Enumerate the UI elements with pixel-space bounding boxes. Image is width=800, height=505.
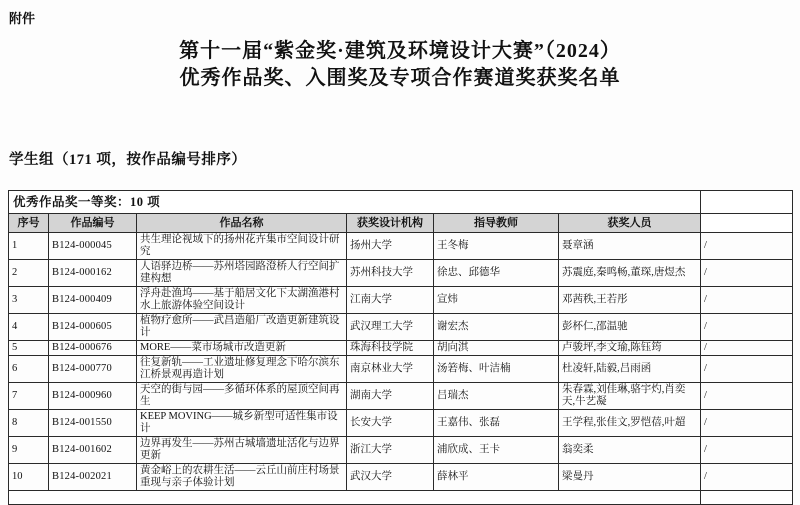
work-code: B124-000605: [49, 314, 137, 341]
institution: 湖南大学: [347, 383, 434, 410]
work-code: B124-000162: [49, 260, 137, 287]
work-code: B124-000409: [49, 287, 137, 314]
awardees: 翁奕柔: [559, 437, 701, 464]
end-mark: /: [701, 356, 793, 383]
work-title: KEEP MOVING——城乡新型可适性集市设计: [137, 410, 347, 437]
work-code: B124-000676: [49, 341, 137, 356]
column-header-2: 作品名称: [137, 214, 347, 233]
end-mark: /: [701, 464, 793, 491]
end-mark: /: [701, 383, 793, 410]
institution: 江南大学: [347, 287, 434, 314]
work-title: 共生理论视域下的扬州花卉集市空间设计研究: [137, 233, 347, 260]
attachment-label: 附件: [9, 11, 36, 26]
institution: 苏州科技大学: [347, 260, 434, 287]
row-number: 7: [9, 383, 49, 410]
title-line-1: 第十一届“紫金奖·建筑及环境设计大赛”（2024）: [179, 40, 621, 62]
row-number: 1: [9, 233, 49, 260]
table-row: [9, 464, 793, 491]
work-title: 往复新轨——工业遗址修复理念下哈尔滨东江桥景观再造计划: [137, 356, 347, 383]
work-title: MORE——菜市场城市改造更新: [137, 341, 347, 356]
column-header-extra: [701, 214, 793, 233]
next-section-row-partial: [9, 491, 793, 505]
end-mark: /: [701, 287, 793, 314]
table-row: [9, 383, 793, 410]
teachers: 汤箬梅、叶洁楠: [434, 356, 559, 383]
work-title: 黄金峪上的农耕生活——云丘山前庄村场景重现与亲子体验计划: [137, 464, 347, 491]
row-number: 6: [9, 356, 49, 383]
work-code: B124-001602: [49, 437, 137, 464]
institution: 扬州大学: [347, 233, 434, 260]
teachers: 吕瑞杰: [434, 383, 559, 410]
next-section-cell: [9, 491, 701, 505]
row-number: 3: [9, 287, 49, 314]
work-title: 浮舟赴渔坞——基于船居文化下太湖渔港村水上旅游体验空间设计: [137, 287, 347, 314]
work-code: B124-002021: [49, 464, 137, 491]
title-line-2: 优秀作品奖、入围奖及专项合作赛道奖获奖名单: [179, 67, 621, 89]
teachers: 徐忠、邱德华: [434, 260, 559, 287]
teachers: 浦欣成、王卡: [434, 437, 559, 464]
end-mark: /: [701, 410, 793, 437]
awardees: 聂章涵: [559, 233, 701, 260]
awardees: 杜凌轩,陆毅,吕雨函: [559, 356, 701, 383]
awardees: 朱春霖,刘佳琳,骆宇灼,肖奕天,牛艺凝: [559, 383, 701, 410]
institution: 浙江大学: [347, 437, 434, 464]
awardees: 卢骏坪,李文瑜,陈钰筠: [559, 341, 701, 356]
row-number: 2: [9, 260, 49, 287]
teachers: 王冬梅: [434, 233, 559, 260]
table-row: [9, 437, 793, 464]
institution: 武汉大学: [347, 464, 434, 491]
end-mark: /: [701, 437, 793, 464]
row-number: 10: [9, 464, 49, 491]
awardees: 苏震庭,秦鸣畅,董琛,唐煜杰: [559, 260, 701, 287]
teachers: 胡向淇: [434, 341, 559, 356]
work-title: 人语驿边桥——苏州塔园路澄桥人行空间扩建构想: [137, 260, 347, 287]
awardees: 彭杯仁,邵温驰: [559, 314, 701, 341]
work-title: 边界再发生——苏州古城墙遗址活化与边界更新: [137, 437, 347, 464]
institution: 长安大学: [347, 410, 434, 437]
row-number: 4: [9, 314, 49, 341]
work-code: B124-000770: [49, 356, 137, 383]
institution: 武汉理工大学: [347, 314, 434, 341]
work-title: 天空的街与园——多循环体系的屋顶空间再生: [137, 383, 347, 410]
teachers: 王嘉伟、张磊: [434, 410, 559, 437]
column-header-0: 序号: [9, 214, 49, 233]
document-title: [0, 38, 800, 92]
row-number: 5: [9, 341, 49, 356]
institution: 南京林业大学: [347, 356, 434, 383]
table-section-row: [9, 191, 793, 214]
teachers: 宣炜: [434, 287, 559, 314]
row-number: 8: [9, 410, 49, 437]
table-row: [9, 233, 793, 260]
table-section-extra-cell: [701, 191, 793, 214]
work-title: 植物疗愈所——武昌造船厂改造更新建筑设计: [137, 314, 347, 341]
end-mark: /: [701, 314, 793, 341]
table-row: [9, 314, 793, 341]
row-number: 9: [9, 437, 49, 464]
end-mark: /: [701, 341, 793, 356]
table-row: [9, 341, 793, 356]
teachers: 谢宏杰: [434, 314, 559, 341]
teachers: 薛林平: [434, 464, 559, 491]
table-row: [9, 287, 793, 314]
column-header-4: 指导教师: [434, 214, 559, 233]
work-code: B124-001550: [49, 410, 137, 437]
table-section-title: 优秀作品奖一等奖：10 项: [9, 191, 701, 214]
table-row: [9, 356, 793, 383]
awards-table: [8, 190, 793, 505]
institution: 珠海科技学院: [347, 341, 434, 356]
next-section-extra-cell: [701, 491, 793, 505]
table-row: [9, 260, 793, 287]
work-code: B124-000045: [49, 233, 137, 260]
awardees: 王学程,张佳文,罗恺蓓,叶超: [559, 410, 701, 437]
column-header-5: 获奖人员: [559, 214, 701, 233]
table-row: [9, 410, 793, 437]
group-heading: 学生组（171 项，按作品编号排序）: [9, 152, 247, 168]
column-header-1: 作品编号: [49, 214, 137, 233]
end-mark: /: [701, 260, 793, 287]
awardees: 梁曼丹: [559, 464, 701, 491]
end-mark: /: [701, 233, 793, 260]
column-header-3: 获奖设计机构: [347, 214, 434, 233]
table-header-row: [9, 214, 793, 233]
work-code: B124-000960: [49, 383, 137, 410]
awardees: 邓茜秩,王若彤: [559, 287, 701, 314]
